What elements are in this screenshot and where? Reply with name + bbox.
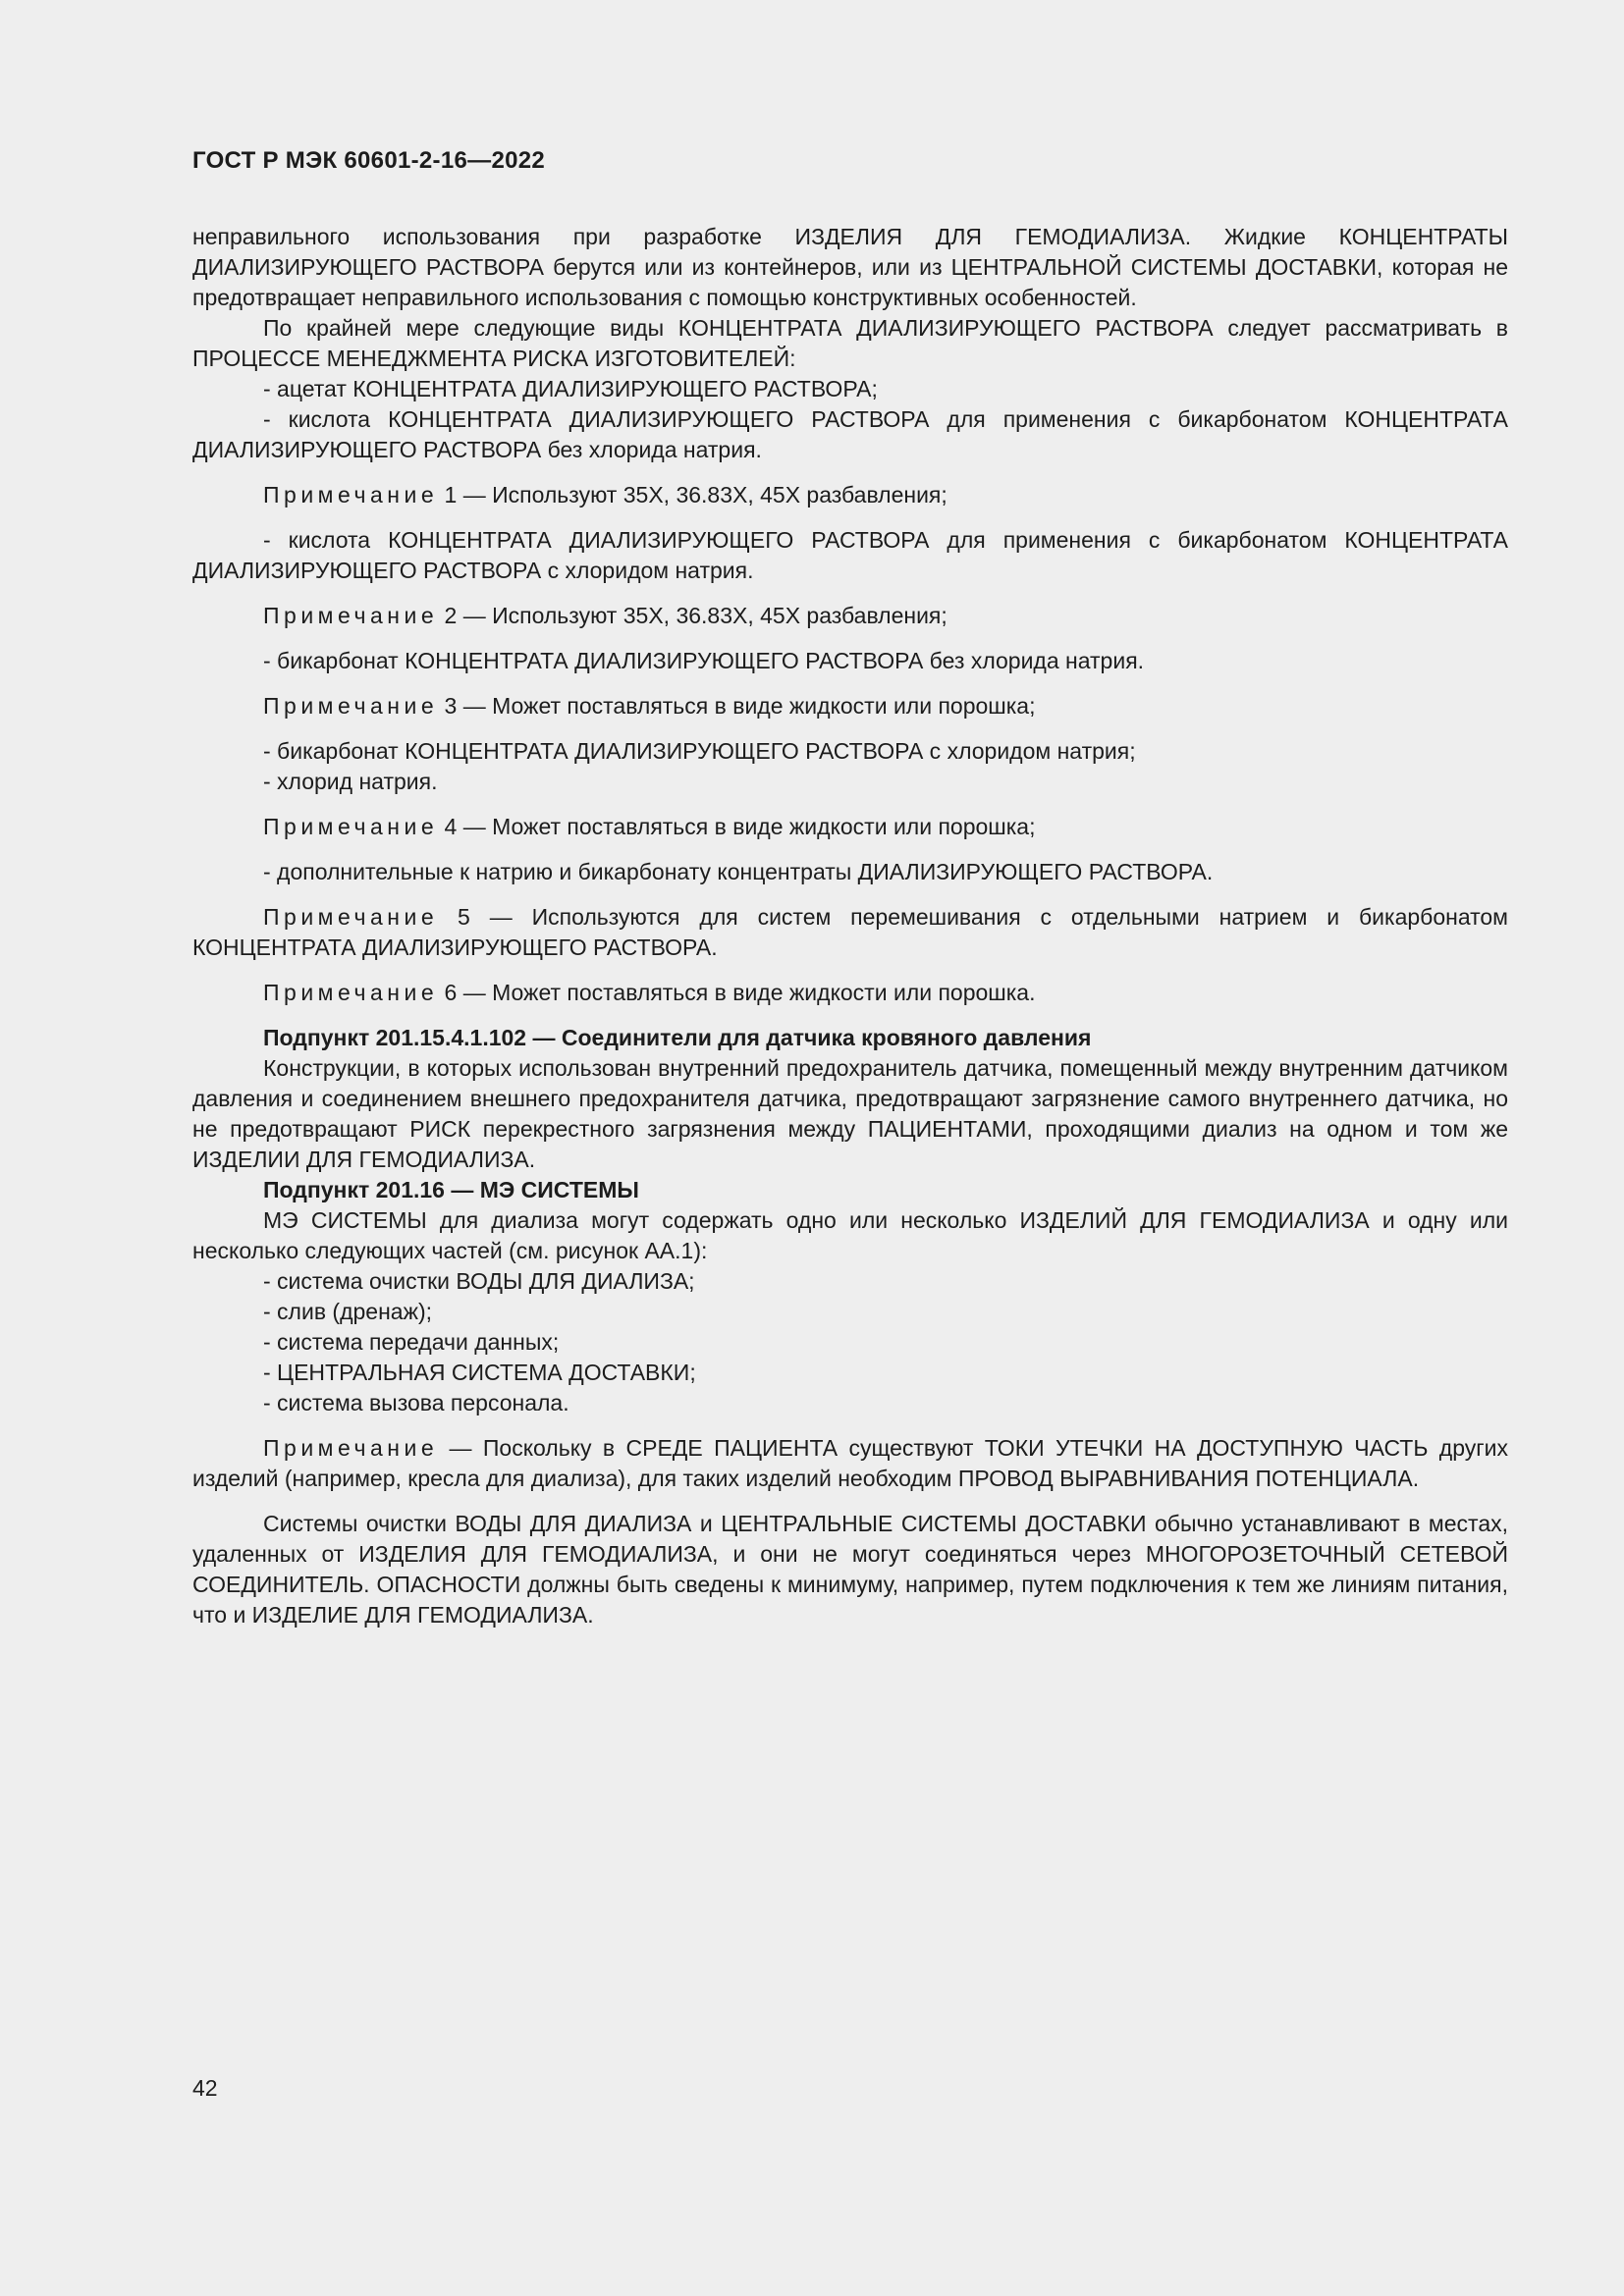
note: [192, 480, 1508, 510]
paragraph: МЭ СИСТЕМЫ для диализа могут содержать одно или несколько ИЗДЕЛИЙ ДЛЯ ГЕМОДИАЛИЗА и одну или несколько следующих частей (см. рисунок АА.1):: [192, 1207, 1508, 1263]
note-text: 4 — Может поставляться в виде жидкости или порошка;: [438, 814, 1036, 839]
note-text: 2 — Используют 35X, 36.83X, 45X разбавления;: [438, 603, 947, 628]
section-heading: Подпункт 201.15.4.1.102 — Соединители для датчика кровяного давления: [263, 1025, 1092, 1050]
note: [192, 978, 1508, 1008]
list-item: - бикарбонат КОНЦЕНТРАТА ДИАЛИЗИРУЮЩЕГО РАСТВОРА с хлоридом натрия;: [263, 738, 1136, 764]
document-header: ГОСТ Р МЭК 60601-2-16—2022: [192, 147, 546, 174]
note-text: 6 — Может поставляться в виде жидкости или порошка.: [438, 980, 1036, 1005]
note-label: Примечание: [263, 603, 439, 628]
note: [192, 812, 1508, 842]
note-label: Примечание: [263, 904, 439, 930]
list-item: - система очистки ВОДЫ ДЛЯ ДИАЛИЗА;: [263, 1268, 695, 1294]
list-item: - кислота КОНЦЕНТРАТА ДИАЛИЗИРУЮЩЕГО РАСТВОРА для применения с бикарбонатом КОНЦЕНТРАТА ДИАЛИЗИРУЮЩЕГО РАСТВОРА с хлоридом натрия.: [192, 527, 1508, 583]
paragraph: Конструкции, в которых использован внутренний предохранитель датчика, помещенный между внутренним датчиком давления и соединением внешнего предохранителя датчика, предотвращают загрязнение самого внутреннего датчика, но не предотвращают РИСК перекрестного загрязнения между ПАЦИЕНТАМИ, проходящими диализ на одном и том же ИЗДЕЛИИ ДЛЯ ГЕМОДИАЛИЗА.: [192, 1055, 1508, 1172]
list-item: - дополнительные к натрию и бикарбонату концентраты ДИАЛИЗИРУЮЩЕГО РАСТВОРА.: [263, 859, 1214, 884]
note-text: 5 — Используются для систем перемешивания с отдельными натрием и бикарбонатом КОНЦЕНТРАТА ДИАЛИЗИРУЮЩЕГО РАСТВОРА.: [192, 904, 1508, 960]
list-item: - хлорид натрия.: [263, 769, 438, 794]
list-item: - кислота КОНЦЕНТРАТА ДИАЛИЗИРУЮЩЕГО РАСТВОРА для применения с бикарбонатом КОНЦЕНТРАТА ДИАЛИЗИРУЮЩЕГО РАСТВОРА без хлорида натрия.: [192, 406, 1508, 462]
list-item: - ЦЕНТРАЛЬНАЯ СИСТЕМА ДОСТАВКИ;: [263, 1360, 696, 1385]
paragraph: неправильного использования при разработке ИЗДЕЛИЯ ДЛЯ ГЕМОДИАЛИЗА. Жидкие КОНЦЕНТРАТЫ ДИАЛИЗИРУЮЩЕГО РАСТВОРА берутся или из контейнеров, или из ЦЕНТРАЛЬНОЙ СИСТЕМЫ ДОСТАВКИ, которая не предотвращает неправильного использования с помощью конструктивных особенностей.: [192, 224, 1508, 310]
note-label: Примечание: [263, 693, 439, 719]
list-item: - ацетат КОНЦЕНТРАТА ДИАЛИЗИРУЮЩЕГО РАСТВОРА;: [263, 376, 878, 401]
note: [192, 902, 1508, 963]
note-text: — Поскольку в СРЕДЕ ПАЦИЕНТА существуют ТОКИ УТЕЧКИ НА ДОСТУПНУЮ ЧАСТЬ других изделий (например, кресла для диализа), для таких изделий необходим ПРОВОД ВЫРАВНИВАНИЯ ПОТЕНЦИАЛА.: [192, 1435, 1508, 1491]
list-item: - бикарбонат КОНЦЕНТРАТА ДИАЛИЗИРУЮЩЕГО РАСТВОРА без хлорида натрия.: [263, 648, 1145, 673]
note-text: 3 — Может поставляться в виде жидкости или порошка;: [438, 693, 1036, 719]
paragraph: По крайней мере следующие виды КОНЦЕНТРАТА ДИАЛИЗИРУЮЩЕГО РАСТВОРА следует рассматривать в ПРОЦЕССЕ МЕНЕДЖМЕНТА РИСКА ИЗГОТОВИТЕЛЕЙ:: [192, 315, 1508, 371]
note: [192, 691, 1508, 721]
note-label: Примечание: [263, 482, 439, 507]
document-body: [192, 222, 1508, 1630]
note-label: Примечание: [263, 814, 439, 839]
section-heading: Подпункт 201.16 — МЭ СИСТЕМЫ: [263, 1177, 639, 1202]
note: [192, 601, 1508, 631]
list-item: - система вызова персонала.: [263, 1390, 569, 1415]
paragraph: Системы очистки ВОДЫ ДЛЯ ДИАЛИЗА и ЦЕНТРАЛЬНЫЕ СИСТЕМЫ ДОСТАВКИ обычно устанавливают в местах, удаленных от ИЗДЕЛИЯ ДЛЯ ГЕМОДИАЛИЗА, и они не могут соединяться через МНОГОРОЗЕТОЧНЫЙ СЕТЕВОЙ СОЕДИНИТЕЛЬ. ОПАСНОСТИ должны быть сведены к минимуму, например, путем подключения к тем же линиям питания, что и ИЗДЕЛИЕ ДЛЯ ГЕМОДИАЛИЗА.: [192, 1511, 1508, 1628]
note-label: Примечание: [263, 1435, 439, 1461]
page-number: 42: [192, 2075, 218, 2101]
note-text: 1 — Используют 35X, 36.83X, 45X разбавления;: [438, 482, 947, 507]
note: [192, 1433, 1508, 1494]
list-item: - слив (дренаж);: [263, 1299, 433, 1324]
note-label: Примечание: [263, 980, 439, 1005]
list-item: - система передачи данных;: [263, 1329, 560, 1355]
